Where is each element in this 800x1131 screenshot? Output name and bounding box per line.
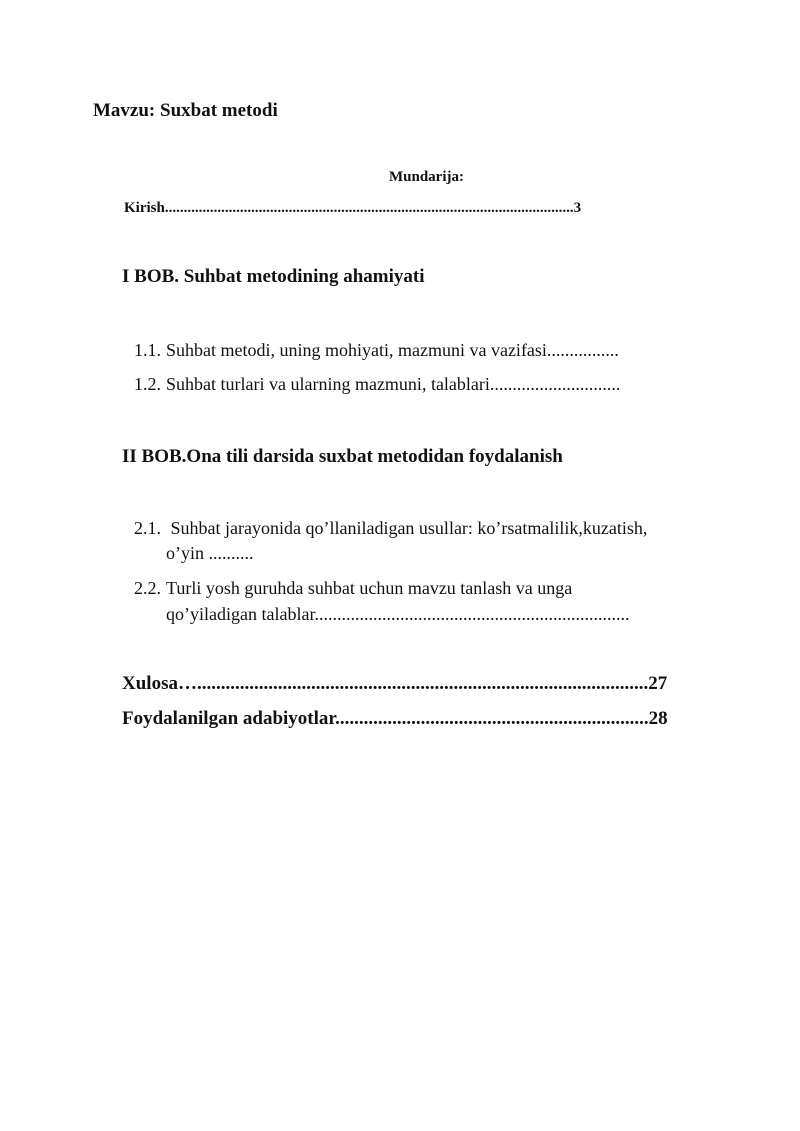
- toc-item-number: 2.1.: [134, 518, 161, 538]
- toc-leader-dots: ...............................................................................................: [196, 673, 649, 694]
- toc-item-text: Suhbat jarayonida qo’llaniladigan usullar: ko’rsatmalilik,kuzatish,: [166, 518, 648, 538]
- toc-item-text: Turli yosh guruhda suhbat uchun mavzu tanlash va unga: [166, 578, 573, 598]
- toc-item-text: Suhbat metodi, uning mohiyati, mazmuni va vazifasi................: [166, 340, 619, 360]
- toc-item-number: 1.2.: [134, 374, 161, 394]
- document-title: Mavzu: Suxbat metodi: [93, 100, 278, 121]
- toc-leader-dots: .............................................................................................................: [164, 200, 574, 216]
- toc-item-number: 2.2.: [134, 578, 161, 598]
- toc-item: [134, 578, 572, 599]
- toc-item-text: Suhbat turlari va ularning mazmuni, talablari.............................: [166, 374, 621, 394]
- toc-item-continuation: o’yin ..........: [166, 543, 254, 563]
- toc-entry-references: [122, 708, 668, 730]
- toc-item-number: 1.1.: [134, 340, 161, 360]
- toc-item: [134, 518, 647, 539]
- toc-entry-label: Foydalanilgan adabiyotlar: [122, 708, 336, 729]
- toc-heading: Mundarija:: [389, 169, 464, 185]
- toc-item: [134, 374, 620, 395]
- toc-page-number: 3: [573, 200, 582, 216]
- toc-leader-dots: ..................................................................: [335, 708, 649, 729]
- toc-entry-label: Xulosa…: [122, 673, 197, 694]
- toc-page-number: 28: [648, 708, 668, 729]
- toc-page-number: 27: [648, 673, 668, 694]
- chapter-title: I BOB. Suhbat metodining ahamiyati: [122, 266, 425, 287]
- toc-item-continuation: qo’yiladigan talablar......................................................................: [166, 604, 630, 624]
- toc-entry-label: Kirish: [124, 200, 165, 216]
- toc-item: [134, 340, 619, 361]
- toc-entry-conclusion: [122, 673, 667, 695]
- toc-entry-intro: [124, 200, 581, 217]
- chapter-title: II BOB.Ona tili darsida suxbat metodidan foydalanish: [122, 446, 563, 467]
